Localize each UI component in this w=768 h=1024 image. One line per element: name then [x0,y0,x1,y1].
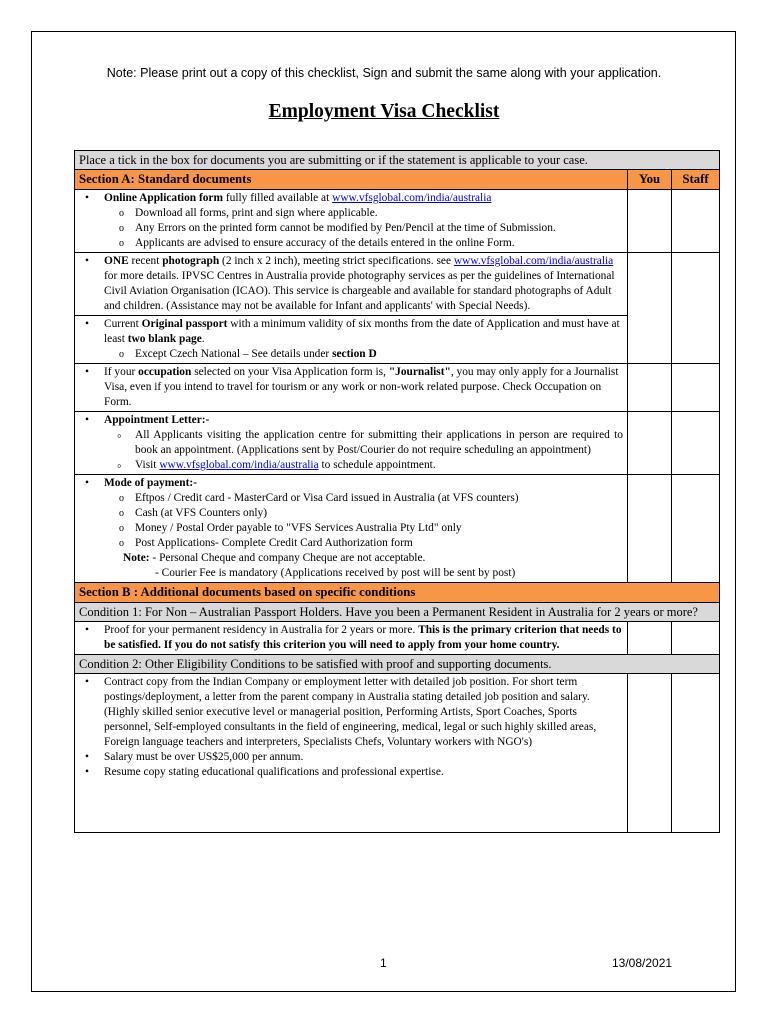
payment-cell [75,475,628,583]
list-item [79,317,623,347]
staff-checkbox-cell[interactable] [672,674,720,833]
contract-detail: (Highly skilled senior executive level or managerial position, Performing Artists, Sport Coaches, Sports personnel, Self-employed consultants in the field of engineering, medical, legal or such highly skilled areas, Foreign language teachers and interpreters, Specialists Chefs, Voluntary workers with NGO's) [104,706,597,748]
photo-text-1: recent [128,255,163,267]
appointment-cell [75,412,628,475]
passport-bold-2: two blank page [127,333,202,345]
table-row-occupation [75,364,720,412]
section-a-header [75,170,720,190]
list-item [79,413,623,428]
you-checkbox-cell[interactable] [628,674,672,833]
you-checkbox-cell[interactable] [628,475,672,583]
staff-checkbox-cell[interactable] [672,190,720,253]
passport-sub-bold: section D [332,348,377,360]
vfs-link[interactable]: www.vfsglobal.com/india/australia [453,255,614,267]
staff-checkbox-cell[interactable] [672,412,720,475]
online-form-bold: Online Application form [104,192,223,204]
col-you-header: You [628,170,672,190]
you-checkbox-cell[interactable] [628,412,672,475]
staff-checkbox-cell[interactable] [672,253,720,364]
photo-text-2: (2 inch x 2 inch), meeting strict specifications. see [219,255,454,267]
list-item [79,347,623,362]
instruction-text: Place a tick in the box for documents you are submitting or if the statement is applicable to your case. [75,151,720,170]
list-item: o Money / Postal Order payable to "VFS Services Australia Pty Ltd" only [79,521,623,536]
online-form-text: fully filled available at [222,192,333,204]
occupation-text-1: If your [104,366,139,378]
photo-cell [75,253,628,316]
payment-note-label: Note: [123,552,150,564]
condition-2-text: Condition 2: Other Eligibility Conditions to be satisfied with proof and supporting documents. [75,655,720,674]
payment-note-2: - Courier Fee is mandatory (Applications received by post will be sent by post) [155,567,516,579]
vfs-link[interactable]: www.vfsglobal.com/india/australia [159,459,319,471]
table-row-photo [75,253,720,316]
residency-bold: This is the primary criterion that needs to be satisfied. If you do not satisfy this criterion you will need to apply from your home country. [104,624,622,651]
section-a-heading: Section A: Standard documents [75,170,628,190]
residency-text: Proof for your permanent residency in Australia for 2 years or more. [104,624,419,636]
photo-bold-photograph: photograph [162,255,220,267]
list-item [79,458,623,473]
table-row-online-form [75,190,720,253]
col-staff-header: Staff [672,170,720,190]
page-number: 1 [380,956,387,970]
occupation-bold-1: occupation [138,366,192,378]
you-checkbox-cell[interactable] [628,253,672,364]
condition-2-row [75,655,720,674]
contract-cell [75,674,628,833]
passport-text-2: with a minimum validity of six months from the date of Application and must have at least [104,318,620,345]
table-row-payment [75,475,720,583]
passport-sub-text: Except Czech National – See details under [135,348,333,360]
occupation-text-3: , you may only apply for a Journalist Visa, even if you intend to travel for tourism or any work or non-work related purpose. Check Occupation on Form. [104,366,619,408]
list-item [79,623,623,653]
photo-bold-one: ONE [104,255,129,267]
list-item [79,191,623,206]
appointment-schedule-text: to schedule appointment. [318,459,436,471]
staff-checkbox-cell[interactable] [672,364,720,412]
staff-checkbox-cell[interactable] [672,475,720,583]
contract-text: Contract copy from the Indian Company or employment letter with detailed job position. For short term postings/deployment, a letter from the parent company in Australia stating detailed job position and salary. [104,676,590,703]
section-b-heading: Section B : Additional documents based on specific conditions [75,583,720,603]
online-form-cell [75,190,628,253]
condition-1-row [75,603,720,622]
list-item: ◦ All Applicants visiting the application centre for submitting their applications in person are required to book an appointment. (Applications sent by Post/Courier do not require scheduling an appointment) [79,428,623,458]
list-item: • Salary must be over US$25,000 per annum. [79,750,623,765]
list-item [79,675,623,750]
table-row-appointment [75,412,720,475]
title-text: Employment Visa Checklist [268,101,500,122]
passport-text-1: Current [104,318,142,330]
occupation-cell [75,364,628,412]
occupation-bold-2: "Journalist" [388,366,451,378]
list-item: o Any Errors on the printed form cannot be modified by Pen/Pencil at the time of Submission. [79,221,623,236]
footer-date: 13/08/2021 [612,956,673,970]
table-row-residency [75,622,720,655]
passport-cell [75,316,628,364]
table-row-contract [75,674,720,833]
list-item: o Download all forms, print and sign where applicable. [79,206,623,221]
list-item [79,365,623,410]
print-note: Note: Please print out a copy of this checklist, Sign and submit the same along with your application. [106,66,662,80]
you-checkbox-cell[interactable] [628,622,672,655]
list-item: o Applicants are advised to ensure accuracy of the details entered in the online Form. [79,236,623,251]
list-item: o Post Applications- Complete Credit Card Authorization form [79,536,623,551]
checklist-table [74,150,720,833]
list-item: o Eftpos / Credit card - MasterCard or Visa Card issued in Australia (at VFS counters) [79,491,623,506]
section-b-header [75,583,720,603]
residency-cell [75,622,628,655]
passport-bold-1: Original passport [141,318,228,330]
occupation-text-2: selected on your Visa Application form is, [191,366,389,378]
passport-text-3: . [201,333,205,345]
list-item [79,476,623,491]
photo-text-3: for more details. IPVSC Centres in Australia provide photography services as per the guidelines of International Civil Aviation Organisation (ICAO). This service is chargeable and available for standard photographs of Adult and children. (Assistance may not be available for Infant and applicants' with Special Needs). [104,270,615,312]
list-item [79,254,623,314]
page-title [0,101,768,123]
vfs-link[interactable]: www.vfsglobal.com/india/australia [332,192,492,204]
condition-1-text: Condition 1: For Non – Australian Passport Holders. Have you been a Permanent Resident in Australia for 2 years or more? [75,603,720,622]
appointment-visit-text: Visit [135,459,160,471]
appointment-bold: Appointment Letter:- [104,414,210,426]
table-row-passport [75,316,720,364]
payment-note-1: - Personal Cheque and company Cheque are not acceptable. [149,552,426,564]
staff-checkbox-cell[interactable] [672,622,720,655]
instruction-row [75,151,720,170]
you-checkbox-cell[interactable] [628,364,672,412]
payment-note [79,551,623,566]
you-checkbox-cell[interactable] [628,190,672,253]
list-item: • Resume copy stating educational qualifications and professional expertise. [79,765,623,780]
payment-bold: Mode of payment:- [104,477,198,489]
list-item: o Cash (at VFS Counters only) [79,506,623,521]
